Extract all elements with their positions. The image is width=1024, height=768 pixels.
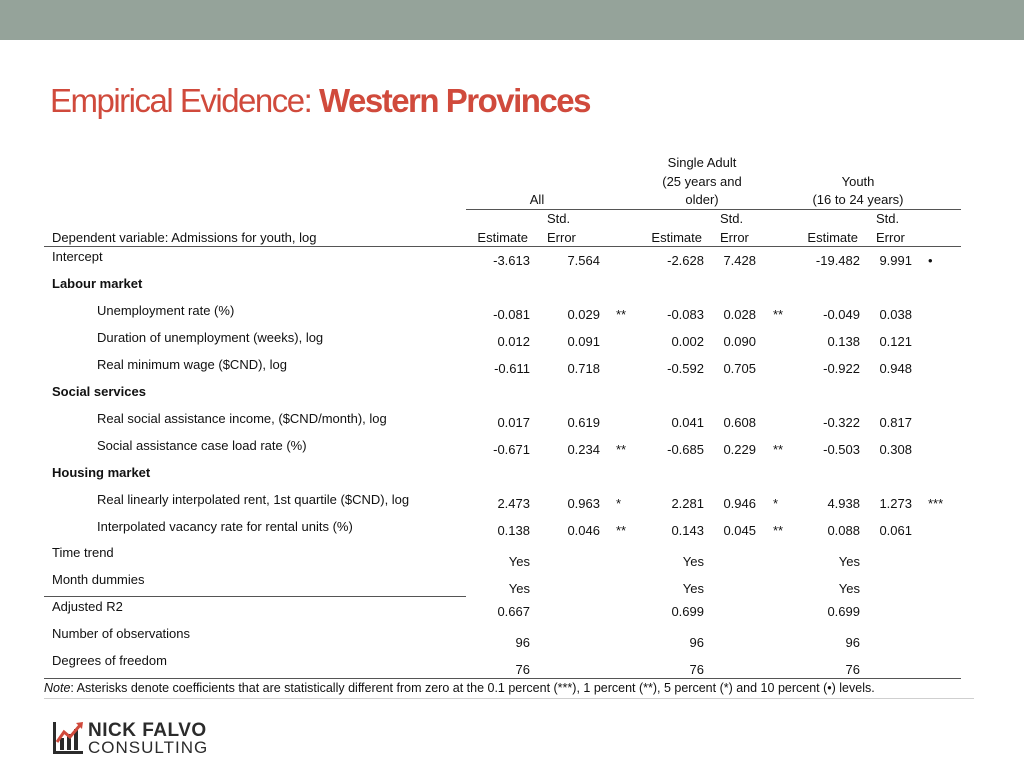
cell-youth-stderr: 0.817	[879, 415, 912, 430]
cell-single-estimate: 76	[689, 662, 704, 677]
cell-all-estimate: -0.081	[493, 307, 530, 322]
table-note	[44, 681, 875, 695]
logo-text-line1: NICK FALVO	[88, 720, 207, 741]
section-label-social: Social services	[52, 384, 146, 399]
cell-youth-estimate: 0.088	[827, 523, 860, 538]
header-single-std1: Std.	[720, 211, 744, 226]
cell-single-stderr: 0.090	[723, 334, 756, 349]
header-bottom-rule	[44, 246, 961, 247]
cell-single-estimate: 0.002	[671, 334, 704, 349]
cell-youth-estimate: -0.503	[823, 442, 860, 457]
header-all: All	[529, 192, 545, 207]
cell-youth-estimate: 96	[845, 635, 860, 650]
cell-youth-estimate: -0.049	[823, 307, 860, 322]
row-label: Month dummies	[52, 572, 145, 587]
cell-all-estimate: 76	[515, 662, 530, 677]
cell-all-sig: *	[616, 496, 622, 511]
cell-all-estimate: 2.473	[497, 496, 530, 511]
note-prefix: Note	[44, 681, 71, 695]
cell-youth-estimate: 0.138	[827, 334, 860, 349]
title-bold: Western Provinces	[318, 82, 590, 119]
page-title	[50, 82, 590, 120]
cell-all-estimate: 0.138	[497, 523, 530, 538]
cell-single-estimate: -0.685	[667, 442, 704, 457]
row-label: Degrees of freedom	[52, 653, 167, 668]
cell-youth-estimate: 76	[845, 662, 860, 677]
header-youth-line2: (16 to 24 years)	[812, 192, 904, 207]
header-all-std2: Error	[547, 230, 576, 245]
cell-youth-sig: ***	[928, 496, 944, 511]
cell-all-stderr: 0.718	[567, 361, 600, 376]
cell-single-estimate: Yes	[682, 554, 704, 569]
cell-single-stderr: 0.608	[723, 415, 756, 430]
header-youth-line1: Youth	[841, 174, 875, 189]
cell-youth-estimate: 0.699	[827, 604, 860, 619]
logo-text-line2: CONSULTING	[88, 738, 209, 757]
cell-all-estimate: 0.667	[497, 604, 530, 619]
header-all-estimate: Estimate	[477, 230, 528, 245]
cell-single-estimate: -2.628	[667, 253, 704, 268]
cell-single-estimate: -0.083	[667, 307, 704, 322]
cell-all-estimate: Yes	[508, 581, 530, 596]
row-label: Social assistance case load rate (%)	[97, 438, 307, 453]
top-banner	[0, 0, 1024, 40]
header-single-std2: Error	[720, 230, 749, 245]
cell-all-estimate: -0.611	[494, 361, 530, 376]
cell-youth-estimate: -19.482	[815, 253, 860, 268]
row-label: Intercept	[52, 249, 103, 264]
title-normal: Empirical Evidence:	[50, 82, 319, 119]
cell-all-stderr: 0.029	[567, 307, 600, 322]
cell-youth-estimate: Yes	[838, 554, 860, 569]
cell-all-estimate: 0.017	[497, 415, 530, 430]
cell-all-stderr: 7.564	[567, 253, 600, 268]
header-youth-std2: Error	[876, 230, 905, 245]
row-label: Real social assistance income, ($CND/month), log	[97, 411, 387, 426]
row-label: Unemployment rate (%)	[97, 303, 235, 318]
cell-single-estimate: 96	[689, 635, 704, 650]
cell-single-estimate: 0.041	[671, 415, 704, 430]
cell-single-estimate: 0.699	[671, 604, 704, 619]
cell-youth-estimate: -0.922	[823, 361, 860, 376]
cell-youth-stderr: 0.038	[879, 307, 912, 322]
cell-youth-estimate: -0.322	[823, 415, 860, 430]
header-youth-estimate: Estimate	[807, 230, 858, 245]
header-dep-var: Dependent variable: Admissions for youth, log	[52, 230, 317, 245]
header-single-line3: older)	[685, 192, 719, 207]
cell-all-stderr: 0.234	[567, 442, 600, 457]
cell-all-estimate: 96	[515, 635, 530, 650]
cell-single-stderr: 7.428	[723, 253, 756, 268]
row-label: Real minimum wage ($CND), log	[97, 357, 287, 372]
cell-youth-sig: •	[928, 253, 933, 268]
cell-youth-stderr: 1.273	[879, 496, 912, 511]
cell-single-stderr: 0.045	[723, 523, 756, 538]
cell-all-stderr: 0.963	[567, 496, 600, 511]
row-label: Adjusted R2	[52, 599, 123, 614]
header-divider	[466, 209, 961, 210]
cell-single-sig: **	[773, 442, 784, 457]
cell-single-sig: *	[773, 496, 779, 511]
cell-single-sig: **	[773, 523, 784, 538]
row-label: Duration of unemployment (weeks), log	[97, 330, 324, 345]
cell-all-sig: **	[616, 307, 627, 322]
cell-all-sig: **	[616, 442, 627, 457]
cell-youth-stderr: 0.308	[879, 442, 912, 457]
cell-single-stderr: 0.946	[723, 496, 756, 511]
cell-all-estimate: Yes	[508, 554, 530, 569]
footer-divider	[44, 698, 974, 699]
cell-all-estimate: -0.671	[493, 442, 530, 457]
cell-youth-stderr: 0.061	[879, 523, 912, 538]
header-single-line1: Single Adult	[667, 155, 737, 170]
table-bottom-rule	[44, 678, 961, 679]
cell-single-estimate: 0.143	[671, 523, 704, 538]
cell-all-sig: **	[616, 523, 627, 538]
cell-single-sig: **	[773, 307, 784, 322]
cell-youth-stderr: 0.121	[879, 334, 912, 349]
cell-all-stderr: 0.619	[567, 415, 600, 430]
cell-all-stderr: 0.046	[567, 523, 600, 538]
cell-single-stderr: 0.229	[723, 442, 756, 457]
stats-divider	[44, 596, 466, 597]
row-label: Real linearly interpolated rent, 1st quartile ($CND), log	[97, 492, 410, 507]
company-logo	[52, 720, 222, 756]
cell-single-stderr: 0.705	[723, 361, 756, 376]
cell-single-estimate: -0.592	[667, 361, 704, 376]
cell-single-stderr: 0.028	[723, 307, 756, 322]
logo-mark-icon	[52, 720, 84, 756]
cell-youth-estimate: Yes	[838, 581, 860, 596]
row-label: Number of observations	[52, 626, 191, 641]
section-label-labour: Labour market	[52, 276, 143, 291]
header-single-line2: (25 years and	[662, 174, 742, 189]
cell-single-estimate: 2.281	[671, 496, 704, 511]
cell-youth-stderr: 0.948	[879, 361, 912, 376]
header-all-std1: Std.	[547, 211, 571, 226]
cell-all-estimate: 0.012	[497, 334, 530, 349]
cell-all-estimate: -3.613	[493, 253, 530, 268]
cell-youth-stderr: 9.991	[879, 253, 912, 268]
row-label: Interpolated vacancy rate for rental units (%)	[97, 519, 353, 534]
header-single-estimate: Estimate	[651, 230, 702, 245]
cell-single-estimate: Yes	[682, 581, 704, 596]
cell-youth-estimate: 4.938	[827, 496, 860, 511]
header-youth-std1: Std.	[876, 211, 900, 226]
section-label-housing: Housing market	[52, 465, 151, 480]
note-text: : Asterisks denote coefficients that are statistically different from zero at the 0.1 percent (***), 1 percent (**), 5 percent (*) and 10 percent (•) levels.	[70, 681, 875, 695]
row-label: Time trend	[52, 545, 114, 560]
cell-all-stderr: 0.091	[567, 334, 600, 349]
